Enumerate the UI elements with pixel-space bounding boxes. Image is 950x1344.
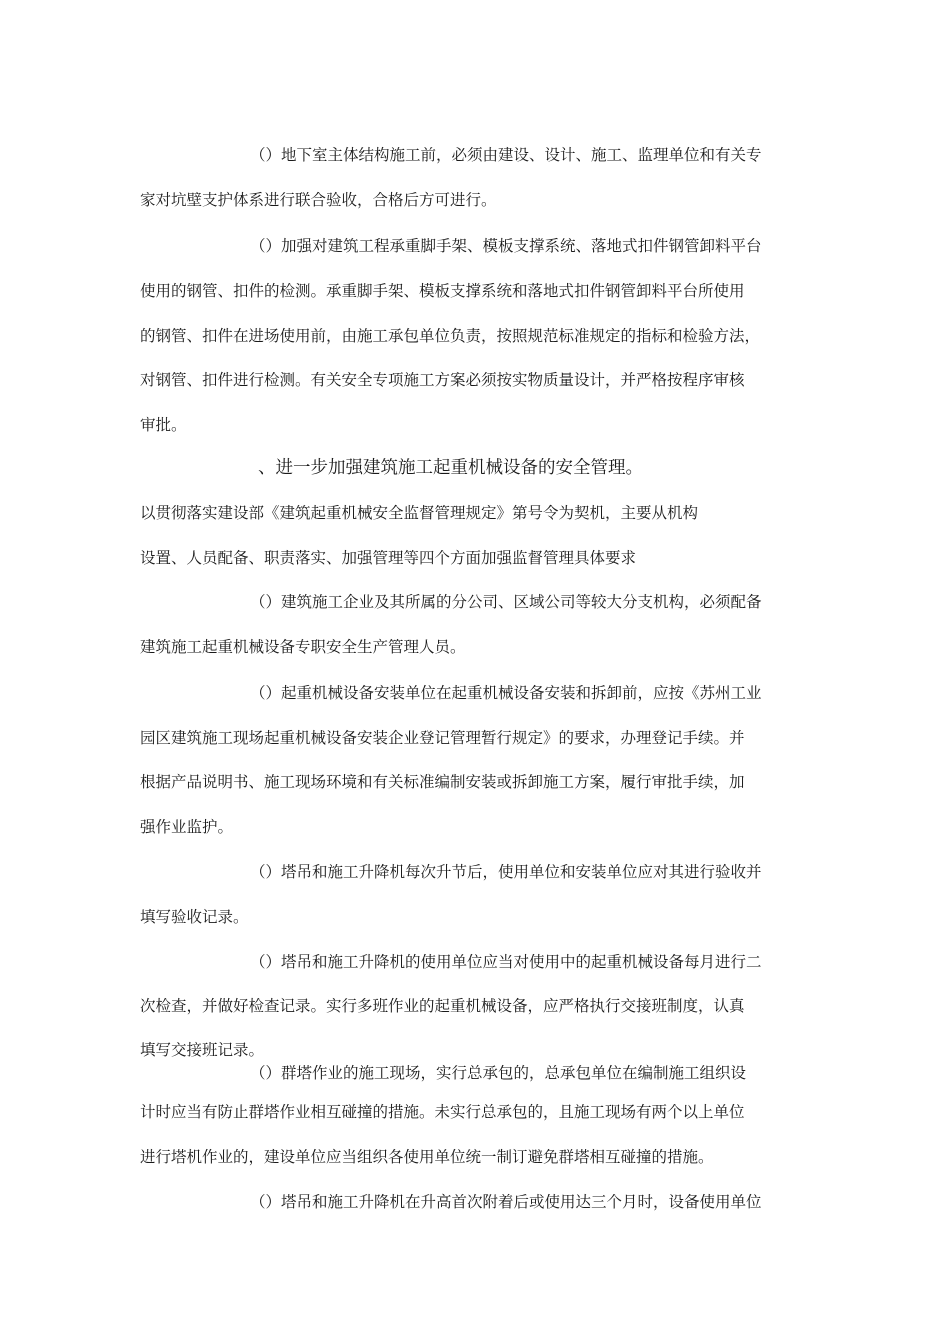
text-line: 建筑施工起重机械设备专职安全生产管理人员。 bbox=[140, 638, 466, 656]
text-line: （）塔吊和施工升降机每次升节后，使用单位和安装单位应对其进行验收并 bbox=[250, 863, 762, 881]
text-line: 设置、人员配备、职责落实、加强管理等四个方面加强监督管理具体要求 bbox=[140, 549, 637, 567]
text-line: （）群塔作业的施工现场，实行总承包的，总承包单位在编制施工组织设 bbox=[250, 1064, 747, 1082]
text-line: 以贯彻落实建设部《建筑起重机械安全监督管理规定》第号令为契机，主要从机构 bbox=[140, 504, 699, 522]
text-line: 进行塔机作业的，建设单位应当组织各使用单位统一制订避免群塔相互碰撞的措施。 bbox=[140, 1148, 714, 1166]
text-line: （）塔吊和施工升降机的使用单位应当对使用中的起重机械设备每月进行二 bbox=[250, 953, 762, 971]
text-line: 家对坑壁支护体系进行联合验收，合格后方可进行。 bbox=[140, 191, 497, 209]
text-line: 使用的钢管、扣件的检测。承重脚手架、模板支撑系统和落地式扣件钢管卸料平台所使用 bbox=[140, 282, 745, 300]
section-heading: 、进一步加强建筑施工起重机械设备的安全管理。 bbox=[258, 458, 643, 478]
text-line: 填写验收记录。 bbox=[140, 908, 249, 926]
text-line: 计时应当有防止群塔作业相互碰撞的措施。未实行总承包的，且施工现场有两个以上单位 bbox=[140, 1103, 745, 1121]
text-line: （）加强对建筑工程承重脚手架、模板支撑系统、落地式扣件钢管卸料平台 bbox=[250, 237, 762, 255]
text-line: （）起重机械设备安装单位在起重机械设备安装和拆卸前，应按《苏州工业 bbox=[250, 684, 762, 702]
text-line: 次检查，并做好检查记录。实行多班作业的起重机械设备，应严格执行交接班制度，认真 bbox=[140, 997, 745, 1015]
text-line: 填写交接班记录。 bbox=[140, 1041, 265, 1059]
text-line: 根据产品说明书、施工现场环境和有关标准编制安装或拆卸施工方案，履行审批手续，加 bbox=[140, 773, 745, 791]
text-line: 园区建筑施工现场起重机械设备安装企业登记管理暂行规定》的要求，办理登记手续。并 bbox=[140, 729, 745, 747]
text-line: （）建筑施工企业及其所属的分公司、区域公司等较大分支机构，必须配备 bbox=[250, 593, 762, 611]
text-line: （）塔吊和施工升降机在升高首次附着后或使用达三个月时，设备使用单位 bbox=[250, 1193, 762, 1211]
text-line: 审批。 bbox=[140, 416, 187, 434]
text-line: 的钢管、扣件在进场使用前，由施工承包单位负责，按照规范标准规定的指标和检验方法， bbox=[140, 327, 761, 345]
text-line: 对钢管、扣件进行检测。有关安全专项施工方案必须按实物质量设计，并严格按程序审核 bbox=[140, 371, 745, 389]
text-line: （）地下室主体结构施工前，必须由建设、设计、施工、监理单位和有关专 bbox=[250, 146, 762, 164]
text-line: 强作业监护。 bbox=[140, 818, 234, 836]
